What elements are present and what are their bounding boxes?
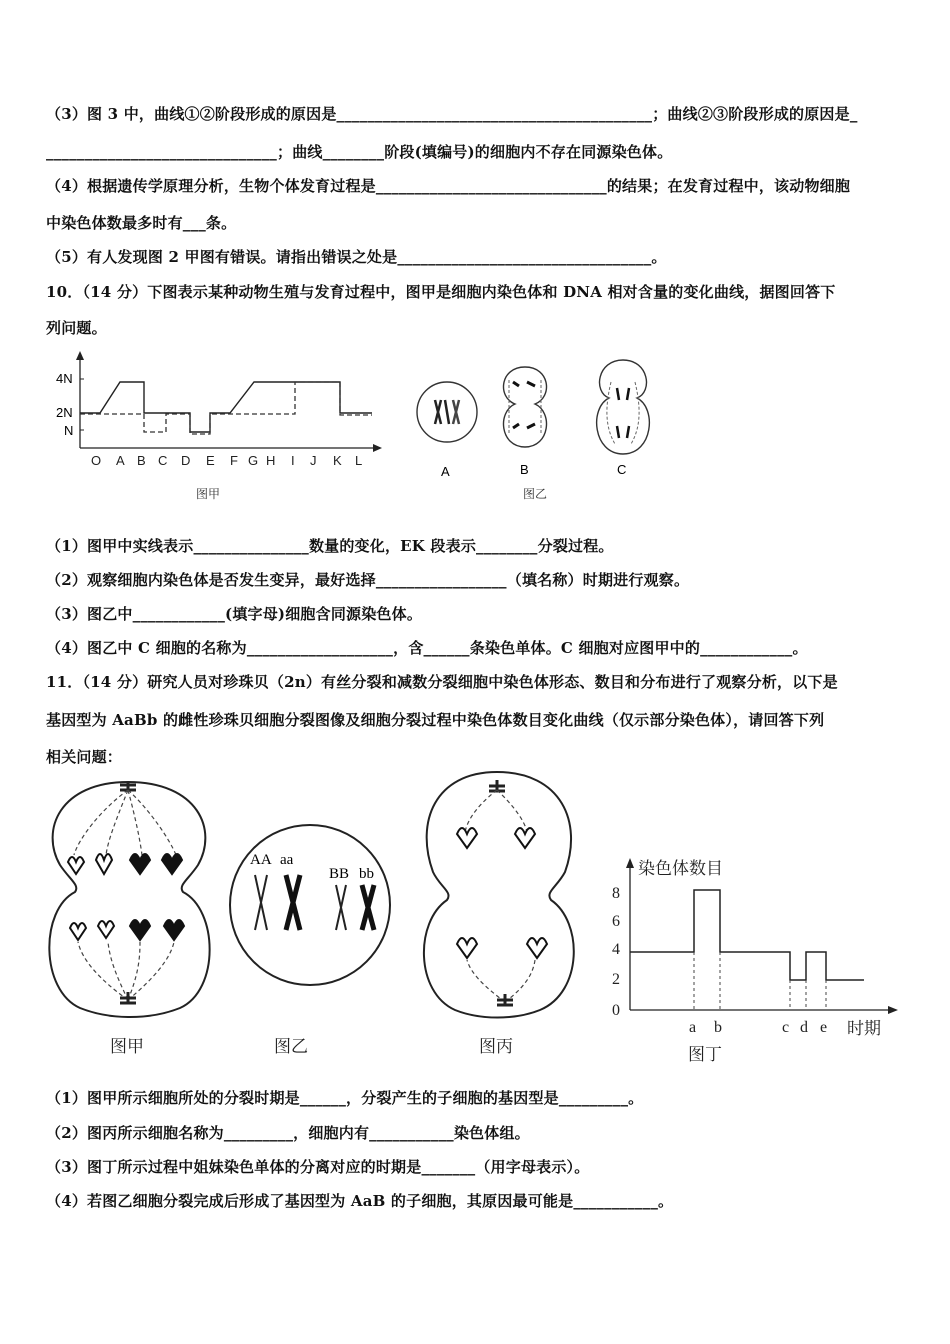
figure-yi-11-caption: 图乙: [274, 1037, 308, 1057]
q9-p5: （5）有人发现图 2 甲图有错误。请指出错误之处是_________________________________。: [46, 248, 667, 266]
q11-sub1: （1）图甲所示细胞所处的分裂时期是______，分裂产生的子细胞的基因型是_________。: [46, 1089, 644, 1107]
x-tick-G: G: [248, 453, 259, 468]
x-tick-K: K: [333, 453, 342, 468]
q9-p3-line2: ______________________________；曲线________阶段(填编号)的细胞内不存在同源染色体。: [46, 143, 673, 161]
x-tick-I: I: [291, 453, 295, 468]
dashed-curve: [80, 382, 372, 434]
q10-sub2: （2）观察细胞内染色体是否发生变异，最好选择_________________（填名称）时期进行观察。: [46, 571, 690, 589]
y-tick-4N: 4N: [56, 371, 73, 386]
q11-figure-jia: [40, 770, 215, 1060]
q11-sub2: （2）图丙所示细胞名称为_________，细胞内有___________染色体组。: [46, 1124, 530, 1142]
q11-figure-bing: [415, 762, 590, 1060]
x-tick-D: D: [181, 453, 191, 468]
q9-p4-line2: 中染色体数最多时有___条。: [46, 214, 237, 232]
x-tick-O: O: [91, 453, 102, 468]
q10-figure-jia: [50, 348, 390, 508]
x-tick-J: J: [310, 453, 317, 468]
figure-bing-caption: 图丙: [479, 1037, 513, 1057]
gene-label-BB: BB: [329, 866, 350, 882]
q10-stem-line2: 列问题。: [46, 319, 107, 337]
figure-ding-caption: 图丁: [688, 1045, 722, 1065]
ding-ylabel: 染色体数目: [638, 859, 723, 879]
ding-y-0: 0: [612, 1002, 620, 1019]
q9-p3-line1: （3）图 3 中，曲线①②阶段形成的原因是_________________________________________；曲线②③阶段形成的原因是_: [46, 105, 858, 123]
solid-curve: [80, 382, 372, 432]
q10-sub1: （1）图甲中实线表示_______________数量的变化，EK 段表示________分裂过程。: [46, 537, 614, 555]
y-tick-N: N: [64, 423, 74, 438]
q11-sub4: （4）若图乙细胞分裂完成后形成了基因型为 AaB 的子细胞，其原因最可能是___________。: [46, 1192, 674, 1210]
x-tick-B: B: [137, 453, 146, 468]
y-tick-2N: 2N: [56, 405, 73, 420]
gene-label-bb: bb: [359, 866, 374, 882]
ding-step-line: [630, 890, 864, 980]
q10-stem-line1: 10．（14 分）下图表示某种动物生殖与发育过程中，图甲是细胞内染色体和 DNA 相对含量的变化曲线，据图回答下: [46, 283, 836, 301]
x-tick-H: H: [266, 453, 276, 468]
q10-sub3: （3）图乙中____________(填字母)细胞含同源染色体。: [46, 605, 423, 623]
cell-label-B: B: [520, 462, 529, 477]
ding-x-b: b: [714, 1019, 722, 1036]
cell-label-A: A: [441, 464, 450, 479]
q11-figure-ding: [602, 848, 902, 1068]
q11-sub3: （3）图丁所示过程中姐妹染色单体的分离对应的时期是_______（用字母表示）。: [46, 1158, 590, 1176]
x-tick-C: C: [158, 453, 168, 468]
ding-y-4: 4: [612, 941, 620, 958]
x-tick-F: F: [230, 453, 238, 468]
q10-figure-yi: [405, 352, 665, 507]
ding-x-e: e: [820, 1019, 828, 1036]
q11-figure-yi: [222, 820, 402, 1060]
figure-yi-caption: 图乙: [523, 487, 548, 501]
ding-x-a: a: [689, 1019, 697, 1036]
ding-y-6: 6: [612, 913, 620, 930]
ding-xlabel: 时期: [847, 1019, 881, 1039]
ding-x-c: c: [782, 1019, 790, 1036]
q11-stem-line1: 11．（14 分）研究人员对珍珠贝（2n）有丝分裂和减数分裂细胞中染色体形态、数目和分布进行了观察分析，以下是: [46, 673, 838, 691]
ding-x-d: d: [800, 1019, 808, 1036]
q11-stem-line3: 相关问题：: [46, 748, 123, 766]
q11-stem-line2: 基因型为 AaBb 的雌性珍珠贝细胞分裂图像及细胞分裂过程中染色体数目变化曲线（仅示部分染色体），请回答下列: [46, 711, 825, 729]
x-tick-L: L: [355, 453, 363, 468]
ding-y-8: 8: [612, 885, 620, 902]
cell-label-C: C: [617, 462, 627, 477]
ding-y-2: 2: [612, 971, 620, 988]
figure-jia-caption: 图甲: [196, 487, 221, 501]
gene-label-aa: aa: [280, 852, 294, 868]
figure-jia-11-caption: 图甲: [110, 1037, 144, 1057]
q9-p4-line1: （4）根据遗传学原理分析，生物个体发育过程是______________________________的结果；在发育过程中，该动物细胞: [46, 177, 851, 195]
x-tick-A: A: [116, 453, 125, 468]
gene-label-AA: AA: [250, 852, 272, 868]
x-tick-E: E: [206, 453, 215, 468]
q10-sub4: （4）图乙中 C 细胞的名称为___________________，含______条染色单体。C 细胞对应图甲中的____________。: [46, 639, 808, 657]
